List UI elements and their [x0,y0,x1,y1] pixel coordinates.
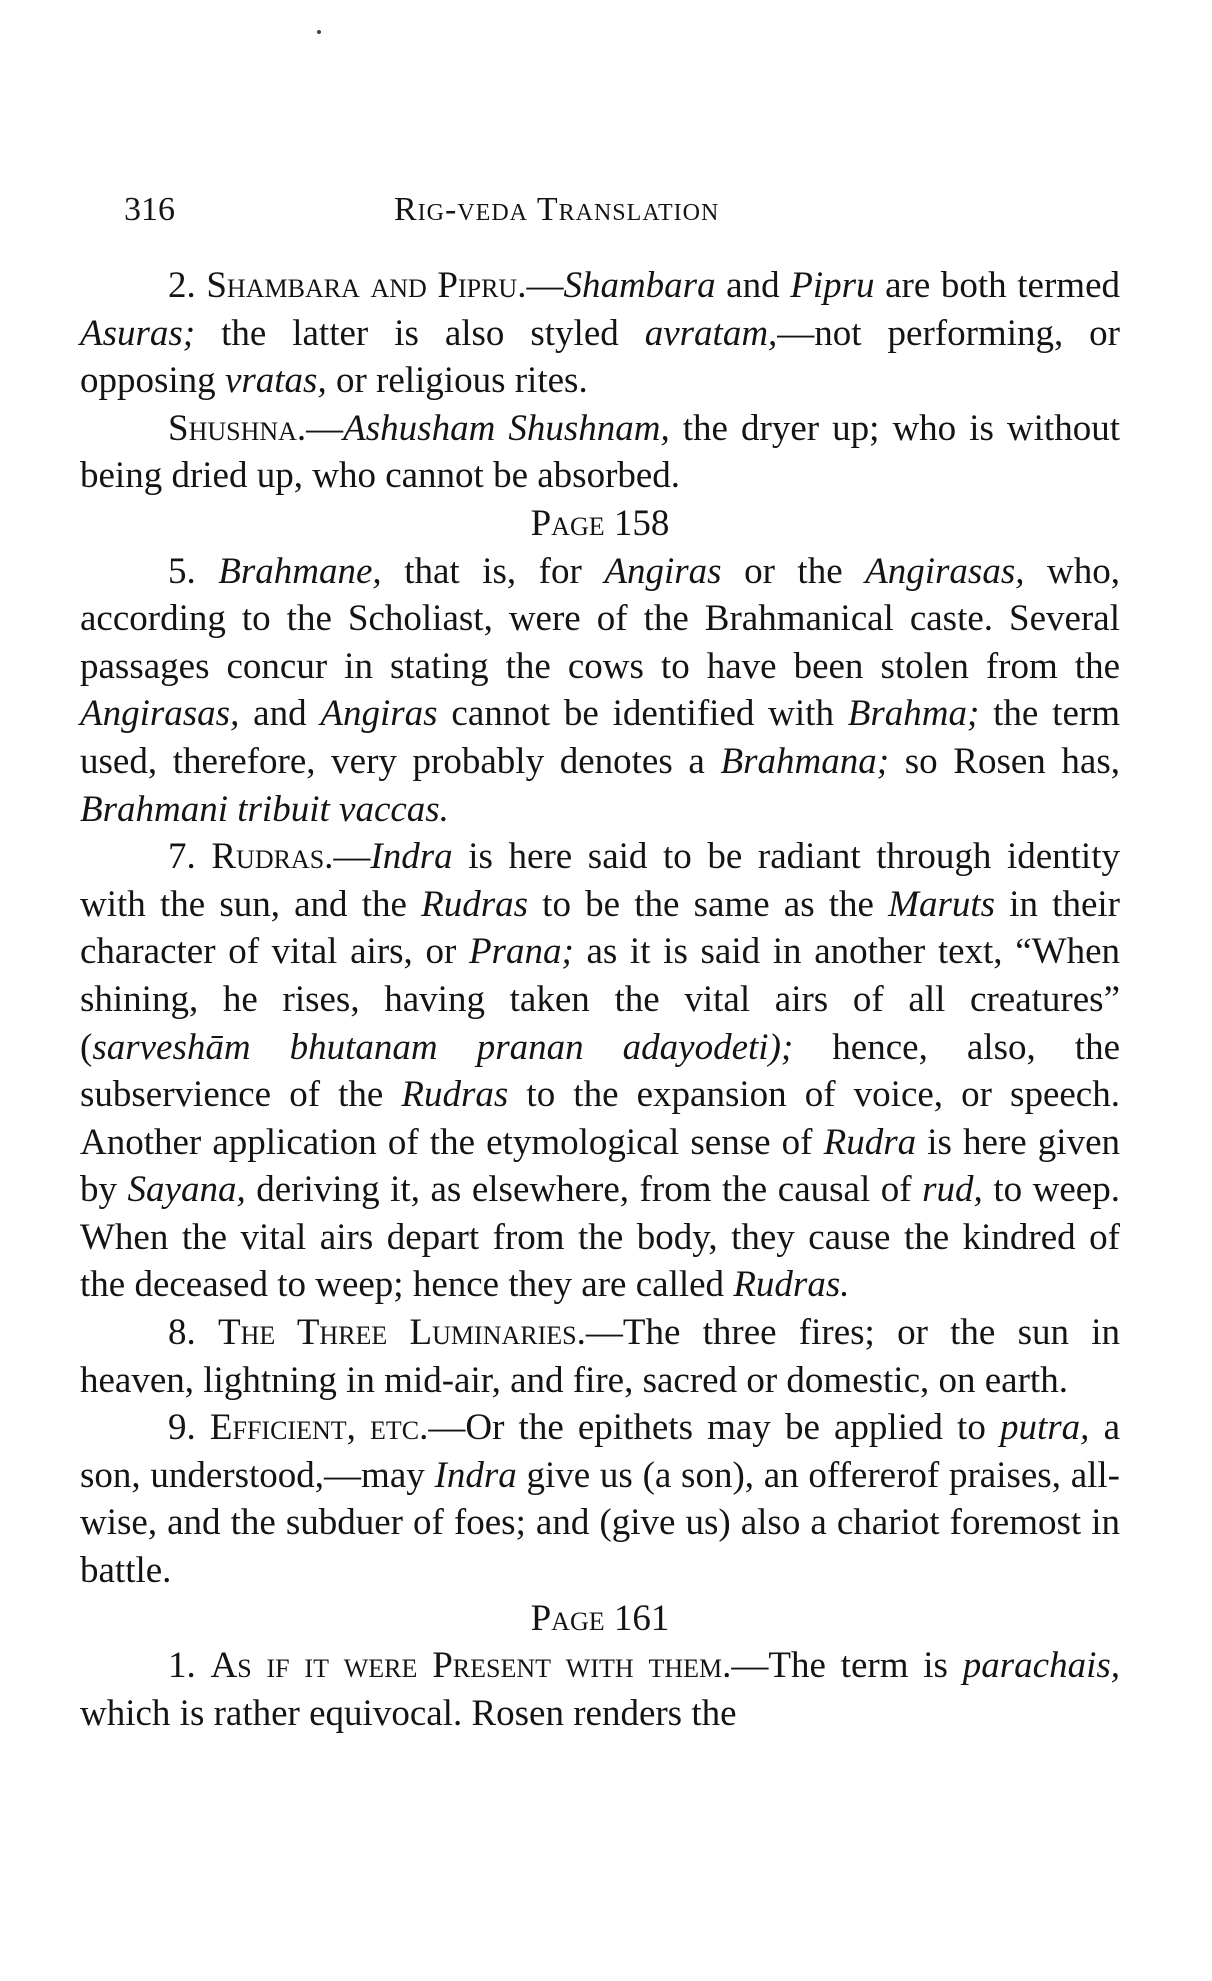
text-run: to the expansion of voice, or speech. Another application of the etymological sense of [80,1074,1120,1163]
italic-term: parachais, [962,1645,1120,1687]
text-run: to weep. When the vital airs depart from the body, they cause the kindred of the deceased to weep; hence they are called [80,1169,1120,1306]
italic-term: Sayana, [127,1169,246,1211]
note-2-shambara [80,262,1120,405]
text-run: the dryer up; who is without being dried up, who cannot be absorbed. [80,407,1120,497]
note-9-efficient [80,1404,1120,1594]
text-run: —The three fires; or the sun in heaven, lightning in mid-air, and fire, sacred or domestic, on earth. [80,1312,1121,1401]
italic-term: rud, [922,1169,983,1211]
italic-term: Angirasas, [865,550,1025,592]
text-run: is here said to be radiant through identity with the sun, and the [80,836,1120,925]
italic-term: Brahmane, [218,550,382,592]
text-run: to be the same as the [528,883,889,925]
italic-term: Indra [434,1454,517,1496]
note-number: 1. [168,1645,211,1687]
note-heading: Efficient, etc. [209,1407,429,1449]
note-number: 2. [168,265,196,306]
page-reference-158: Page 158 [530,502,670,544]
italic-term: Brahmani tribuit vaccas. [80,788,449,830]
text-run: —Or the epithets may be applied to [428,1407,1000,1449]
italic-term: Angiras [320,693,438,735]
text-run: or the [721,550,866,592]
note-heading: The Three Luminaries. [218,1312,586,1354]
italic-term: avratam, [644,312,778,354]
text-run: hence, also, the subservience of the [80,1026,1120,1116]
page-header [124,188,864,232]
italic-term: Maruts [888,883,996,925]
italic-term: putra, [999,1407,1090,1449]
note-8-three-luminaries [80,1309,1120,1404]
note-number: 7. [168,836,212,878]
page-body [80,262,1120,1737]
note-heading: Rudras. [211,836,334,878]
italic-term: Rudras. [733,1264,850,1306]
text-run: as it is said in another text, “When shining, he rises, having taken the vital airs of all creatures” ( [80,931,1120,1068]
note-5-brahmane [80,548,1120,834]
italic-term: Rudras [421,883,529,925]
text-run: which is rather equivocal. Rosen renders the [80,1692,737,1734]
speck-mark [317,30,321,34]
note-heading: As if it were Present with them. [210,1645,732,1687]
italic-term: Rudras [401,1074,509,1116]
note-heading: Shushna. [168,407,307,449]
italic-term: Angirasas, [80,693,240,735]
note-number: 8. [168,1312,218,1354]
text-run: — [526,265,564,306]
italic-term: Brahma; [847,693,980,735]
text-run: the latter is also styled [195,312,645,354]
note-number: 9. [168,1407,210,1449]
italic-term: Indra [370,836,453,878]
note-number: 5. [168,550,219,592]
running-title: Rig-veda Translation [394,191,720,228]
italic-term: Pipru [790,265,875,306]
text-run: are both termed [874,265,1120,306]
italic-term: Angiras [604,550,722,592]
text-run: and [239,693,321,735]
text-run: —not performing, or opposing [80,312,1120,402]
text-run: is here given by [80,1121,1120,1211]
italic-term: vratas, [224,360,327,402]
text-run: a son, understood,—may [80,1407,1120,1496]
text-run: — [306,407,344,449]
page-reference-161: Page 161 [530,1597,670,1639]
page-number: 316 [124,191,175,228]
italic-term: Asuras; [80,312,196,354]
note-1-as-if-present [80,1642,1120,1737]
italic-term: Prana; [468,931,574,973]
text-run: the term used, therefore, very probably denotes a [80,693,1120,782]
italic-term: Ashusham Shushnam, [343,407,670,449]
text-run: in their character of vital airs, or [80,883,1120,973]
italic-term: Rudra [823,1121,917,1163]
text-run: give us (a son), an offererof praises, all-wise, and the subduer of foes; and (give us) also a chariot foremost in battle. [80,1454,1120,1592]
text-run: or religious rites. [326,360,588,402]
text-run: —The term is [731,1645,963,1687]
text-run: that is, for [381,550,605,592]
text-run: cannot be identified with [437,693,848,735]
note-shushna [80,405,1120,500]
text-run: and [715,265,791,306]
note-7-rudras [80,833,1120,1309]
italic-term: Shambara [563,265,716,306]
text-run: — [333,836,371,878]
italic-term: Brahmana; [720,740,890,782]
italic-term: sarveshām bhutanam pranan adayodeti); [92,1026,794,1068]
text-run: so Rosen has, [889,740,1120,782]
text-run: deriving it, as elsewhere, from the causal of [245,1169,923,1211]
text-run: who, according to the Scholiast, were of the Brahmanical caste. Several passages concur in stating the cows to have been stolen from the [80,550,1120,687]
note-heading: Shambara and Pipru. [206,265,527,306]
